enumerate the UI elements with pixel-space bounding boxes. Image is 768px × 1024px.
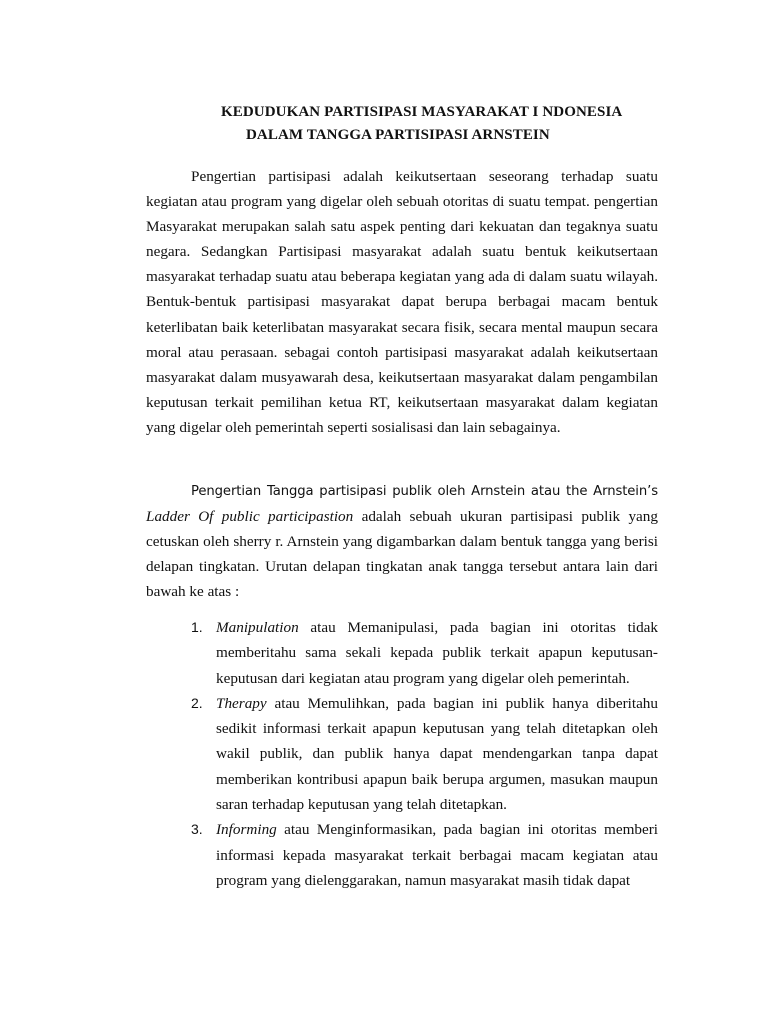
paragraph-definition: Pengertian partisipasi adalah keikutsertaan seseorang terhadap suatu kegiatan atau program yang digelar oleh sebuah otoritas di suatu tempat. pengertian Masyarakat merupakan salah satu aspek penting dari kekuatan dan tegaknya suatu negara. Sedangkan Partisipasi masyarakat adalah suatu bentuk keikutsertaan masyarakat terhadap suatu atau beberapa kegiatan yang ada di dalam suatu wilayah. Bentuk-bentuk partisipasi masyarakat dapat berupa berbagai macam bentuk keterlibatan baik keterlibatan masyarakat secara fisik, secara mental maupun secara moral atau perasaan. sebagai contoh partisipasi masyarakat adalah keikutsertaan masyarakat dalam musyawarah desa, keikutsertaan masyarakat dalam pengambilan keputusan terkait pemilihan ketua RT, keikutsertaan masyarakat dalam kegiatan yang digelar oleh pemerintah seperti sosialisasi dan lain sebagainya. bbox=[146, 168, 658, 436]
list-item-text: atau Menginformasikan, pada bagian ini otoritas memberi informasi kepada masyarakat terkait berbagai macam kegiatan atau program yang dielenggarakan, namun masyarakat masih tidak dapat bbox=[216, 821, 658, 889]
list-item bbox=[146, 691, 658, 817]
list-item-number: 2. bbox=[191, 694, 203, 711]
ladder-title-italic: Ladder Of public participastion bbox=[146, 508, 354, 526]
paragraph-arnstein-ladder bbox=[146, 478, 658, 604]
list-item-term: Therapy bbox=[216, 694, 267, 712]
paragraph-arnstein-rest: adalah sebuah ukuran partisipasi publik yang cetuskan oleh sherry r. Arnstein yang digambarkan dalam bentuk tangga yang berisi delapan tingkatan. Urutan delapan tingkatan anak tangga tersebut antara lain dari bawah ke atas : bbox=[146, 508, 658, 601]
list-item-text: atau Memulihkan, pada bagian ini publik hanya diberitahu sedikit informasi terkait apapun keputusan yang telah ditetapkan oleh wakil publik, dan publik hanya dapat mendengarkan tanpa dapat memberikan kontribusi apapun baik berupa argumen, masukan maupun saran terhadap keputusan yang telah ditetapkan. bbox=[216, 694, 658, 814]
list-item-term: Informing bbox=[216, 821, 277, 839]
document-title-line-2: DALAM TANGGA PARTISIPASI ARNSTEIN bbox=[246, 127, 550, 143]
list-item-number: 3. bbox=[191, 821, 203, 838]
list-item-text: atau Memanipulasi, pada bagian ini otoritas tidak memberitahu sama sekali kepada publik terkait apapun keputusan-keputusan dari kegiatan atau program yang digelar oleh pemerintah. bbox=[216, 619, 658, 687]
list-item bbox=[146, 615, 658, 691]
list-item-term: Manipulation bbox=[216, 619, 299, 636]
list-item bbox=[146, 817, 658, 893]
paragraph-arnstein-intro: Pengertian Tangga partisipasi publik oleh Arnstein atau the Arnstein’s bbox=[191, 484, 658, 499]
ladder-levels-list bbox=[146, 615, 658, 893]
document-title-line-1: KEDUDUKAN PARTISIPASI MASYARAKAT I NDONESIA bbox=[221, 104, 623, 120]
list-item-number: 1. bbox=[191, 619, 203, 635]
